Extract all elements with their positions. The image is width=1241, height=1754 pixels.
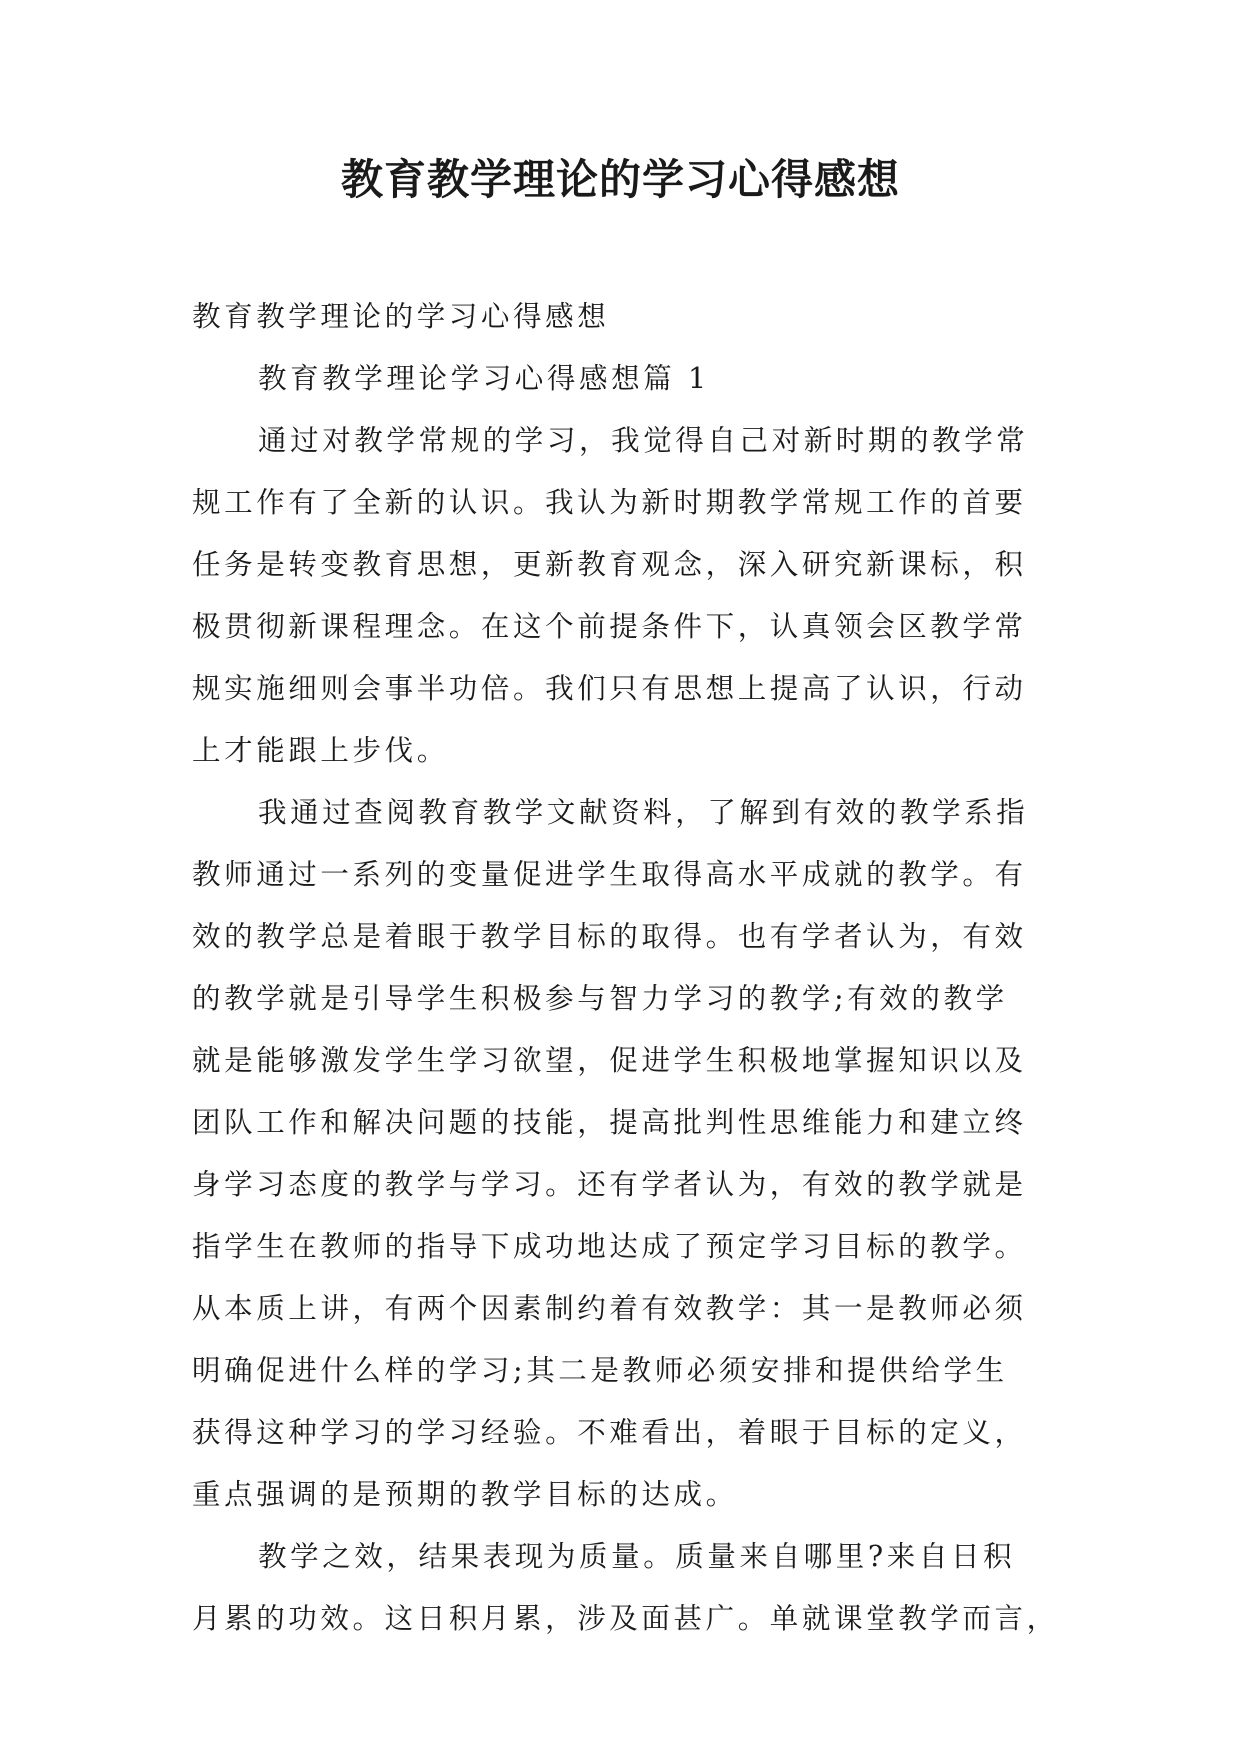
paragraph-line: 极贯彻新课程理念。在这个前提条件下，认真领会区教学常 bbox=[192, 610, 1027, 643]
paragraph-line: 从本质上讲，有两个因素制约着有效教学：其一是教师必须 bbox=[192, 1292, 1027, 1325]
paragraph-line: 重点强调的是预期的教学目标的达成。 bbox=[192, 1478, 738, 1511]
paragraph-line: 规工作有了全新的认识。我认为新时期教学常规工作的首要 bbox=[192, 486, 1027, 519]
paragraph-line: 规实施细则会事半功倍。我们只有思想上提高了认识，行动 bbox=[192, 672, 1027, 705]
paragraph-line: 教师通过一系列的变量促进学生取得高水平成就的教学。有 bbox=[192, 858, 1027, 891]
paragraph-line: 团队工作和解决问题的技能，提高批判性思维能力和建立终 bbox=[192, 1106, 1027, 1139]
paragraph-line: 任务是转变教育思想，更新教育观念，深入研究新课标，积 bbox=[192, 548, 1027, 581]
paragraph-line: 获得这种学习的学习经验。不难看出，着眼于目标的定义， bbox=[192, 1416, 1027, 1449]
paragraph-line: 的教学就是引导学生积极参与智力学习的教学;有效的教学 bbox=[192, 982, 1008, 1015]
paragraph-line: 上才能跟上步伐。 bbox=[192, 734, 449, 767]
paragraph bbox=[192, 1526, 1059, 1650]
section-heading: 教育教学理论学习心得感想篇 1 bbox=[258, 362, 710, 395]
paragraph-line: 我通过查阅教育教学文献资料，了解到有效的教学系指 bbox=[258, 796, 1029, 829]
paragraph-line: 效的教学总是着眼于教学目标的取得。也有学者认为，有效 bbox=[192, 920, 1027, 953]
document-subtitle: 教育教学理论的学习心得感想 bbox=[192, 300, 610, 333]
paragraph-line: 就是能够激发学生学习欲望，促进学生积极地掌握知识以及 bbox=[192, 1044, 1027, 1077]
document-title: 教育教学理论的学习心得感想 bbox=[340, 155, 900, 204]
paragraph-line: 明确促进什么样的学习;其二是教师必须安排和提供给学生 bbox=[192, 1354, 1008, 1387]
paragraph-line: 月累的功效。这日积月累，涉及面甚广。单就课堂教学而言， bbox=[192, 1602, 1059, 1635]
paragraph-line: 身学习态度的教学与学习。还有学者认为，有效的教学就是 bbox=[192, 1168, 1027, 1201]
paragraph bbox=[192, 410, 1054, 782]
document-body bbox=[192, 286, 1059, 1650]
paragraph-line: 教学之效，结果表现为质量。质量来自哪里?来自日积 bbox=[258, 1540, 1016, 1573]
paragraph-line: 通过对教学常规的学习，我觉得自己对新时期的教学常 bbox=[258, 424, 1029, 457]
paragraph-line: 指学生在教师的指导下成功地达成了预定学习目标的教学。 bbox=[192, 1230, 1027, 1263]
paragraph bbox=[192, 782, 1054, 1526]
